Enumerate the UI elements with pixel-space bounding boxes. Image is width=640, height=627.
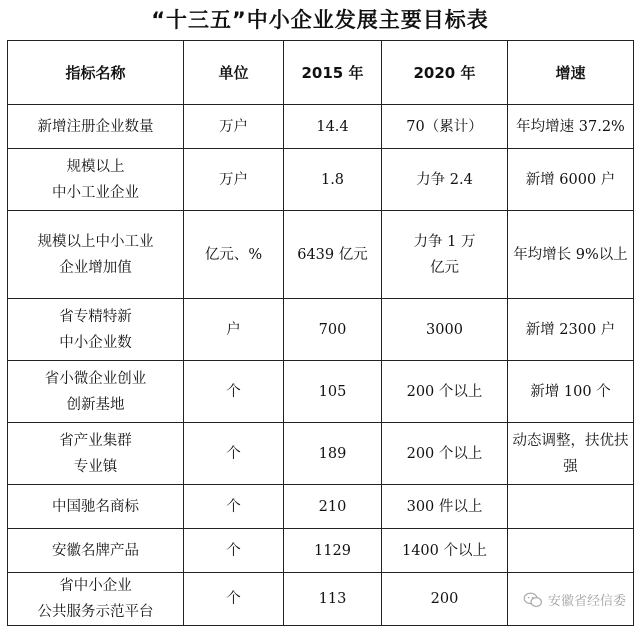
cell-unit: 亿元、% [184, 211, 284, 299]
cell-text-line: 企业增加值 [59, 259, 132, 276]
cell-2015 [284, 149, 382, 211]
cell-text-line: 公共服务示范平台 [37, 604, 154, 620]
cell-name [8, 299, 184, 361]
cell-unit: 户 [184, 299, 284, 361]
cell-text-line: 210 [318, 498, 347, 515]
cell-text-line: 力争 1 万 [413, 233, 476, 250]
cell-text-line: 14.4 [316, 118, 349, 135]
cell-unit: 个 [184, 423, 284, 485]
cell-text-line: 70（累计） [406, 118, 483, 135]
cell-text-line: 规模以上中小工业 [37, 233, 154, 250]
table-row [8, 423, 634, 485]
cell-growth [508, 485, 634, 529]
cell-2015 [284, 485, 382, 529]
cell-text-line: 105 [318, 383, 347, 400]
cell-2020 [382, 529, 508, 573]
cell-growth [508, 529, 634, 573]
cell-text-line: 中小工业企业 [52, 184, 139, 201]
cell-growth [508, 299, 634, 361]
cell-text-line: 200 个以上 [406, 445, 483, 462]
cell-text-line: 专业镇 [73, 458, 118, 475]
wechat-icon [523, 592, 543, 608]
cell-text-line: 省产业集群 [59, 432, 132, 449]
cell-2015 [284, 361, 382, 423]
cell-text-line: 省中小企业 [59, 578, 132, 594]
cell-text-line: 1400 个以上 [401, 542, 487, 559]
cell-name [8, 361, 184, 423]
cell-2020 [382, 211, 508, 299]
target-table [7, 40, 634, 626]
cell-text-line: 中国驰名商标 [52, 498, 139, 515]
table-row [8, 211, 634, 299]
cell-text-line: 亿元 [430, 259, 459, 276]
cell-text-line: 3000 [426, 321, 463, 338]
watermark-text: 安徽省经信委 [547, 594, 626, 609]
cell-growth [508, 361, 634, 423]
cell-growth [508, 423, 634, 485]
header-2015: 2015 年 [284, 41, 382, 105]
cell-name [8, 573, 184, 626]
table-row [8, 105, 634, 149]
cell-2015 [284, 299, 382, 361]
cell-text-line: 力争 2.4 [416, 171, 473, 188]
cell-name [8, 423, 184, 485]
cell-text-line: 200 [430, 591, 459, 607]
cell-unit: 万户 [184, 149, 284, 211]
cell-name [8, 529, 184, 573]
cell-2015 [284, 105, 382, 149]
cell-unit: 万户 [184, 105, 284, 149]
cell-text-line: 省专精特新 [59, 308, 132, 325]
cell-text-line: 动态调整，扶优扶强 [512, 432, 629, 475]
table-row [8, 299, 634, 361]
cell-text-line: 200 个以上 [406, 383, 483, 400]
cell-text-line: 新增 100 个 [530, 383, 611, 400]
cell-name [8, 211, 184, 299]
cell-text-line: 新增 6000 户 [525, 171, 616, 188]
header-growth: 增速 [508, 41, 634, 105]
table-header-row [8, 41, 634, 105]
cell-2020 [382, 105, 508, 149]
cell-2020 [382, 149, 508, 211]
cell-text-line: 年均增速 37.2% [516, 118, 625, 135]
cell-text-line: 规模以上 [66, 158, 125, 175]
cell-unit: 个 [184, 573, 284, 626]
cell-text-line: 中小企业数 [59, 334, 132, 351]
cell-text-line: 113 [318, 591, 347, 607]
cell-name [8, 105, 184, 149]
cell-text-line: 1129 [314, 542, 351, 559]
cell-growth [508, 211, 634, 299]
cell-text-line: 创新基地 [66, 396, 125, 413]
table-row [8, 361, 634, 423]
header-unit: 单位 [184, 41, 284, 105]
table-row [8, 149, 634, 211]
cell-2015 [284, 529, 382, 573]
cell-2020 [382, 573, 508, 626]
cell-text-line: 6439 亿元 [297, 246, 368, 263]
cell-text-line: 1.8 [320, 171, 345, 188]
cell-text-line: 年均增长 9%以上 [513, 246, 628, 263]
cell-unit: 个 [184, 529, 284, 573]
table-row [8, 485, 634, 529]
watermark [523, 590, 626, 609]
cell-text-line: 189 [318, 445, 347, 462]
cell-text-line: 新增 2300 户 [525, 321, 616, 338]
cell-growth [508, 105, 634, 149]
cell-2020 [382, 361, 508, 423]
cell-2015 [284, 423, 382, 485]
cell-2020 [382, 485, 508, 529]
cell-text-line: 700 [318, 321, 347, 338]
cell-name [8, 149, 184, 211]
cell-2020 [382, 423, 508, 485]
cell-2015 [284, 211, 382, 299]
cell-unit: 个 [184, 485, 284, 529]
page-title: “十三五”中小企业发展主要目标表 [151, 8, 489, 32]
cell-name [8, 485, 184, 529]
cell-growth [508, 149, 634, 211]
cell-text-line: 新增注册企业数量 [37, 118, 154, 135]
header-name: 指标名称 [8, 41, 184, 105]
table-row [8, 529, 634, 573]
cell-unit: 个 [184, 361, 284, 423]
cell-2015 [284, 573, 382, 626]
cell-text-line: 300 件以上 [406, 498, 483, 515]
cell-text-line: 安徽名牌产品 [52, 542, 139, 559]
cell-text-line: 省小微企业创业 [44, 370, 147, 387]
cell-2020 [382, 299, 508, 361]
header-2020: 2020 年 [382, 41, 508, 105]
